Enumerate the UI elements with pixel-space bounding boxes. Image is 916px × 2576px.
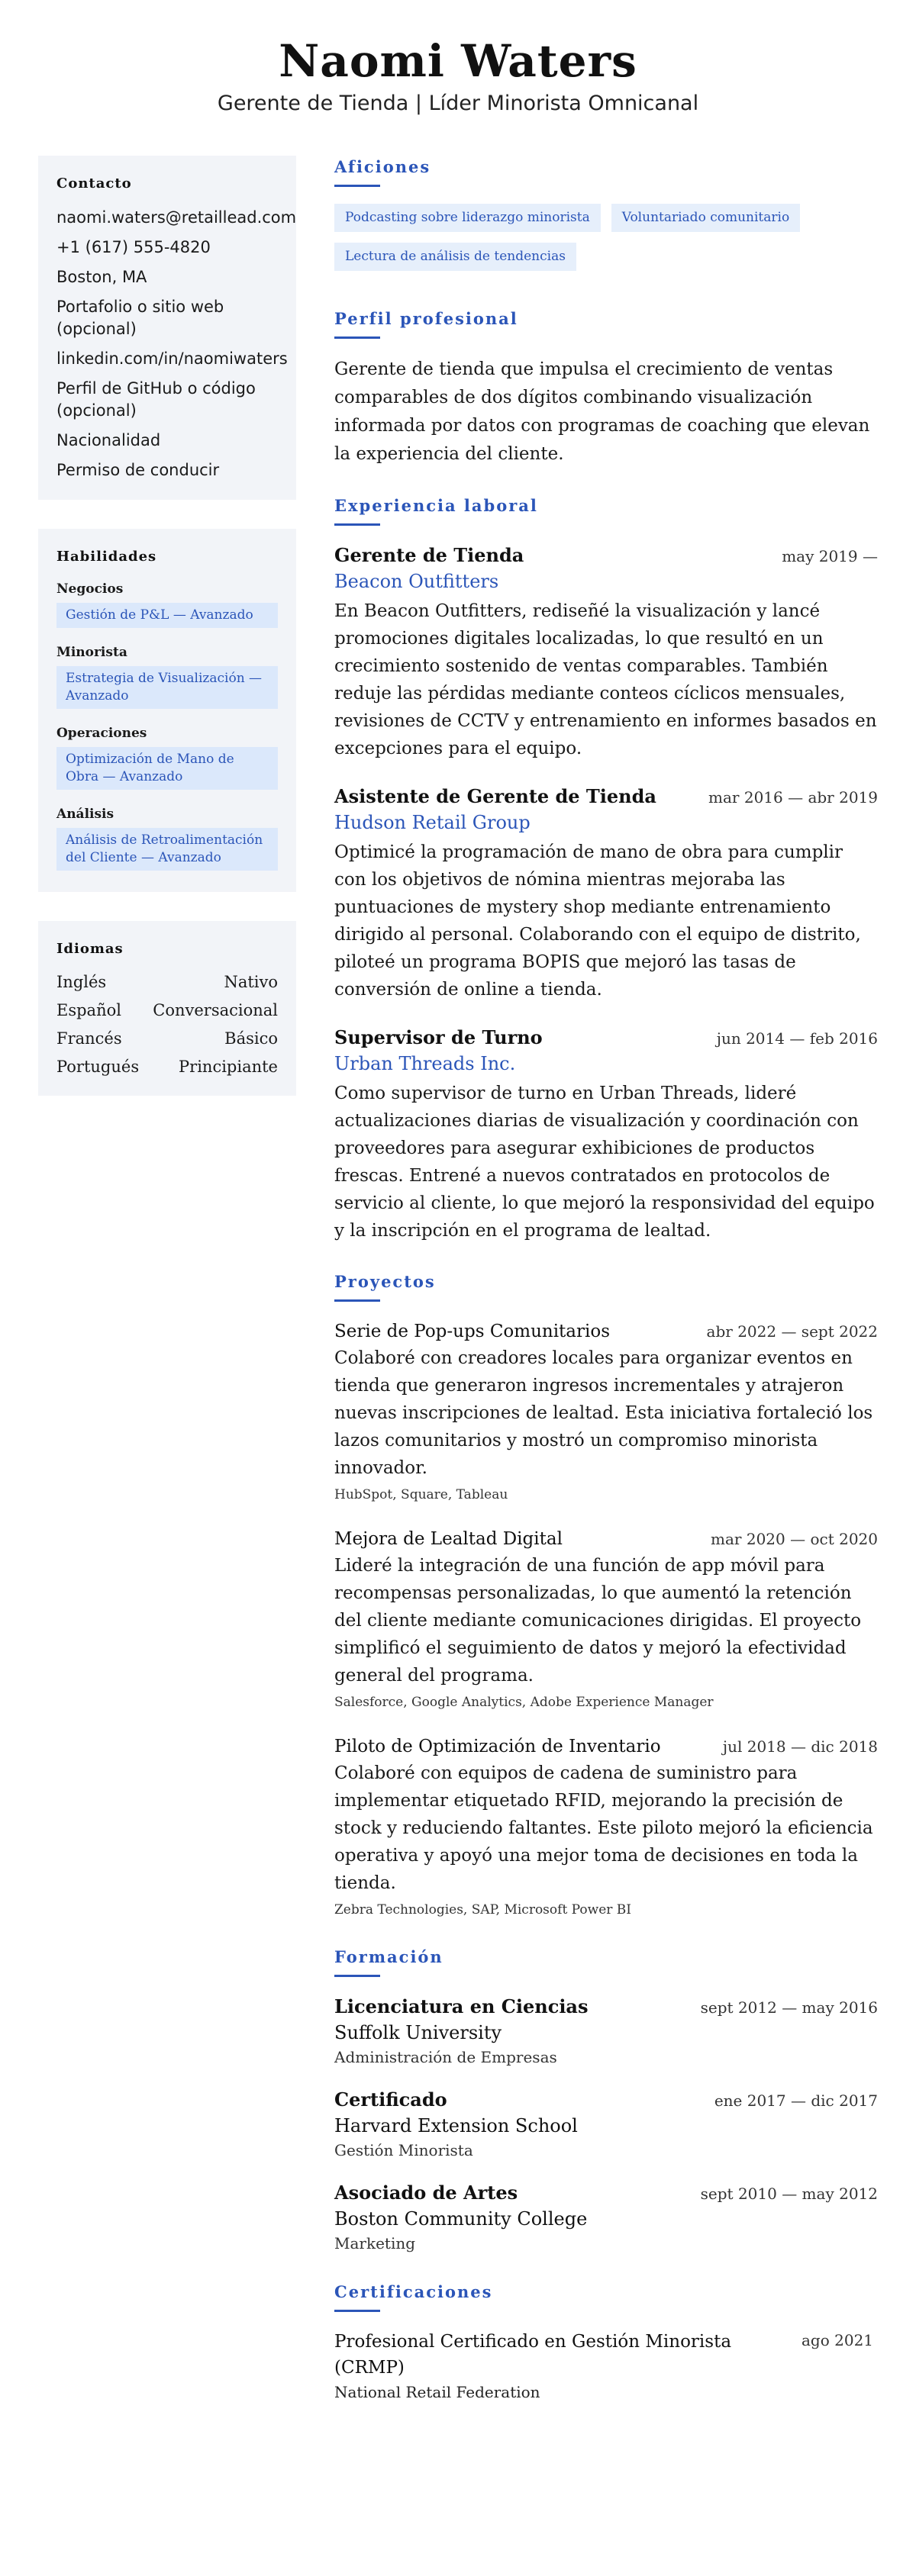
skill-tag: Optimización de Mano de Obra — Avanzado xyxy=(56,747,278,790)
projects-section xyxy=(334,1270,878,1920)
experience-section xyxy=(334,494,878,1245)
contact-driving-license: Permiso de conducir xyxy=(56,461,220,479)
project-name: Serie de Pop-ups Comunitarios xyxy=(334,1322,611,1341)
degree-title: Certificado xyxy=(334,2088,447,2111)
company-name: Urban Threads Inc. xyxy=(334,1053,516,1074)
skill-tag: Estrategia de Visualización — Avanzado xyxy=(56,666,278,709)
language-row xyxy=(56,1029,278,1049)
certifications-section xyxy=(334,2281,878,2404)
section-title: Experiencia laboral xyxy=(334,496,538,515)
company-name: Beacon Outfitters xyxy=(334,571,499,592)
contact-email[interactable]: naomi.waters@retaillead.com xyxy=(56,208,297,227)
project-description: Colaboré con equipos de cadena de suministro para implementar etiquetado RFID, mejorando la precisión de stock y reduciendo faltantes. Este piloto mejoró la eficiencia operativa y apoyó una mejor toma de decisiones en toda la tienda. xyxy=(334,1763,873,1893)
company-name: Hudson Retail Group xyxy=(334,812,531,833)
contact-title: Contacto xyxy=(56,175,132,192)
contact-github[interactable]: Perfil de GitHub o código (opcional) xyxy=(56,379,256,420)
job-title: Gerente de Tienda xyxy=(334,544,524,566)
project-tools: Zebra Technologies, SAP, Microsoft Power BI xyxy=(334,1902,632,1918)
skills-card xyxy=(38,529,296,892)
project-entry xyxy=(334,1734,878,1920)
education-entry xyxy=(334,2087,878,2162)
education-dates: ene 2017 — dic 2017 xyxy=(714,2091,878,2110)
section-title: Certificaciones xyxy=(334,2282,493,2301)
contact-location: Boston, MA xyxy=(56,268,147,286)
job-dates: jun 2014 — feb 2016 xyxy=(716,1029,878,1048)
language-level: Conversacional xyxy=(153,1001,278,1019)
contact-card xyxy=(38,156,296,500)
section-divider xyxy=(334,1299,380,1302)
job-description: Como supervisor de turno en Urban Threads, lideré actualizaciones diarias de visualización y coordinación con proveedores para asegurar exhibiciones de productos frescas. Entrené a nuevos contratados en protocolos de servicio al cliente, lo que mejoró la responsividad del equipo y la inscripción en el programa de lealtad. xyxy=(334,1084,875,1241)
education-entry xyxy=(334,2180,878,2255)
education-entry xyxy=(334,1994,878,2069)
certification-name: Profesional Certificado en Gestión Minorista (CRMP) xyxy=(334,2332,732,2378)
section-title: Proyectos xyxy=(334,1272,436,1291)
project-name: Piloto de Optimización de Inventario xyxy=(334,1737,661,1757)
section-title: Aficiones xyxy=(334,157,431,176)
job-dates: may 2019 — xyxy=(782,547,878,565)
education-dates: sept 2012 — may 2016 xyxy=(700,1998,878,2017)
section-divider xyxy=(334,336,380,339)
language-row xyxy=(56,972,278,993)
field-of-study: Marketing xyxy=(334,2234,416,2252)
main-column xyxy=(334,156,878,2429)
project-dates: jul 2018 — dic 2018 xyxy=(722,1737,878,1756)
school-name: Suffolk University xyxy=(334,2022,502,2043)
skill-tag: Gestión de P&L — Avanzado xyxy=(56,603,278,628)
field-of-study: Administración de Empresas xyxy=(334,2048,557,2066)
project-dates: mar 2020 — oct 2020 xyxy=(711,1530,878,1548)
hobbies-section xyxy=(334,156,878,282)
project-entry xyxy=(334,1526,878,1712)
language-row xyxy=(56,1057,278,1077)
section-divider xyxy=(334,523,380,526)
job-dates: mar 2016 — abr 2019 xyxy=(708,788,878,807)
skill-group xyxy=(56,643,278,709)
skill-group xyxy=(56,805,278,871)
language-name: Español xyxy=(56,1001,121,1019)
skill-tag: Análisis de Retroalimentación del Cliente — Avanzado xyxy=(56,828,278,871)
education-dates: sept 2010 — may 2012 xyxy=(700,2185,878,2203)
project-tools: HubSpot, Square, Tableau xyxy=(334,1487,508,1502)
section-divider xyxy=(334,2310,380,2312)
section-title: Formación xyxy=(334,1947,443,1966)
experience-entry xyxy=(334,543,878,762)
language-level: Principiante xyxy=(179,1058,278,1076)
certification-entry xyxy=(334,2329,878,2404)
language-name: Francés xyxy=(56,1029,122,1048)
language-row xyxy=(56,1000,278,1021)
skills-title: Habilidades xyxy=(56,549,157,565)
certification-date: ago 2021 xyxy=(802,2331,874,2349)
project-description: Colaboré con creadores locales para organizar eventos en tienda que generaron ingresos incrementales y atrajeron nuevas inscripciones de lealtad. Esta iniciativa fortaleció los lazos comunitarios y mostró un compromiso minorista innovador. xyxy=(334,1348,873,1478)
profile-summary: Gerente de tienda que impulsa el crecimiento de ventas comparables de dos dígitos combinando visualización informada por datos con programas de coaching que elevan la experiencia del cliente. xyxy=(334,359,870,464)
contact-nationality: Nacionalidad xyxy=(56,431,161,449)
school-name: Boston Community College xyxy=(334,2208,588,2230)
school-name: Harvard Extension School xyxy=(334,2115,578,2136)
resume-body xyxy=(38,156,878,2429)
candidate-headline: Gerente de Tienda | Líder Minorista Omnicanal xyxy=(217,92,699,115)
hobby-tag: Podcasting sobre liderazgo minorista xyxy=(334,204,601,232)
section-divider xyxy=(334,1975,380,1977)
section-divider xyxy=(334,185,380,187)
contact-portfolio[interactable]: Portafolio o sitio web (opcional) xyxy=(56,298,224,338)
language-name: Inglés xyxy=(56,973,107,991)
hobby-tags xyxy=(334,204,878,282)
skill-category: Negocios xyxy=(56,581,124,597)
language-level: Básico xyxy=(224,1029,278,1048)
degree-title: Licenciatura en Ciencias xyxy=(334,1995,589,2017)
section-title: Perfil profesional xyxy=(334,309,518,328)
education-section xyxy=(334,1946,878,2255)
language-name: Portugués xyxy=(56,1058,140,1076)
contact-linkedin[interactable]: linkedin.com/in/naomiwaters xyxy=(56,349,288,368)
languages-title: Idiomas xyxy=(56,941,124,957)
experience-entry xyxy=(334,1025,878,1245)
project-tools: Salesforce, Google Analytics, Adobe Experience Manager xyxy=(334,1695,714,1710)
project-dates: abr 2022 — sept 2022 xyxy=(706,1322,878,1341)
degree-title: Asociado de Artes xyxy=(334,2182,518,2204)
sidebar xyxy=(38,156,296,2429)
skill-category: Operaciones xyxy=(56,726,147,741)
hobby-tag: Voluntariado comunitario xyxy=(611,204,800,232)
contact-phone[interactable]: +1 (617) 555-4820 xyxy=(56,238,211,256)
profile-section xyxy=(334,308,878,469)
project-description: Lideré la integración de una función de app móvil para recompensas personalizadas, lo que aumentó la retención del cliente mediante comunicaciones dirigidas. El proyecto simplificó el seguimiento de datos y mejoró la efectividad general del programa. xyxy=(334,1556,862,1686)
field-of-study: Gestión Minorista xyxy=(334,2141,473,2159)
job-description: Optimicé la programación de mano de obra para cumplir con los objetivos de nómina mientras mejoraba las puntuaciones de mystery shop mediante entrenamiento dirigido al personal. Colaborando con el equipo de distrito, piloteé un programa BOPIS que mejoró las tasas de conversión de online a tienda. xyxy=(334,842,861,1000)
skill-group xyxy=(56,580,278,628)
certification-org: National Retail Federation xyxy=(334,2383,540,2401)
hobby-tag: Lectura de análisis de tendencias xyxy=(334,243,576,271)
language-level: Nativo xyxy=(224,973,278,991)
job-description: En Beacon Outfitters, rediseñé la visualización y lancé promociones digitales localizadas, lo que resultó en un crecimiento sostenido de ventas comparables. También reduje las pérdidas mediante conteos cíclicos mensuales, revisiones de CCTV y entrenamiento en informes basados en excepciones para el equipo. xyxy=(334,601,877,758)
job-title: Supervisor de Turno xyxy=(334,1026,543,1048)
skill-category: Análisis xyxy=(56,807,114,822)
project-name: Mejora de Lealtad Digital xyxy=(334,1529,563,1549)
experience-entry xyxy=(334,784,878,1003)
resume-header xyxy=(38,35,878,118)
languages-card xyxy=(38,921,296,1096)
skill-category: Minorista xyxy=(56,645,127,660)
job-title: Asistente de Gerente de Tienda xyxy=(334,785,656,807)
skill-group xyxy=(56,724,278,790)
project-entry xyxy=(334,1319,878,1505)
candidate-name: Naomi Waters xyxy=(279,35,637,87)
